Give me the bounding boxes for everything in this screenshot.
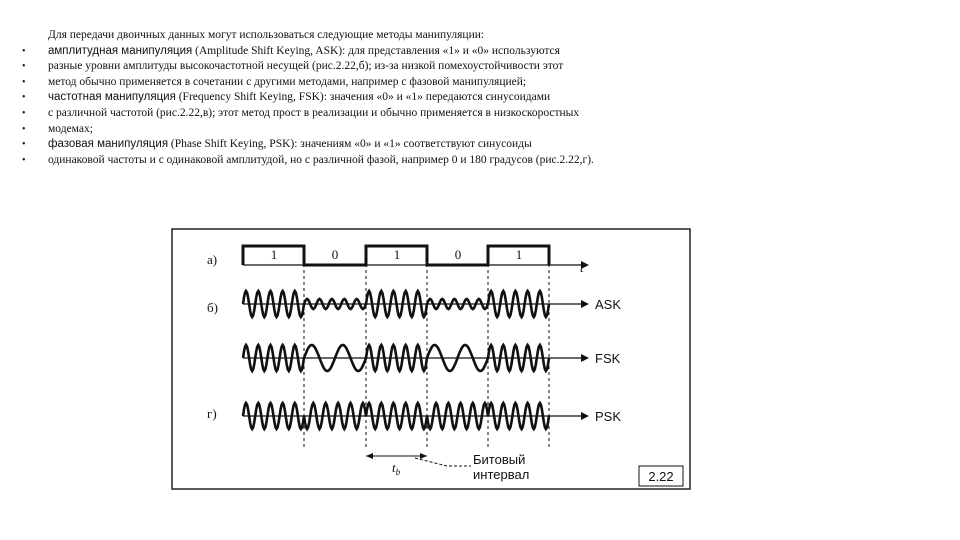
line-text: (Phase Shift Keying, PSK): значениям «0» и «1» соответствуют синусоиды	[168, 138, 532, 151]
figure-2-22	[171, 228, 691, 490]
intro-paragraph: Для передачи двоичных данных могут использоваться следующие методы манипуляции:	[48, 29, 485, 41]
bullet-dot: •	[22, 92, 26, 104]
bullet-list	[22, 44, 762, 169]
bit-label-4: 0	[454, 247, 462, 262]
bullet-dot: •	[22, 123, 26, 135]
bit-interval-label-1: Битовый	[473, 452, 526, 467]
method-name: частотная манипуляция	[48, 91, 176, 104]
bullet-line	[22, 153, 762, 169]
line-text: модемах;	[48, 122, 93, 135]
bit-label-2: 0	[331, 247, 339, 262]
time-label: t	[580, 260, 584, 275]
bit-label-3: 1	[393, 247, 401, 262]
bullet-dot: •	[22, 139, 26, 151]
line-text: с различной частотой (рис.2.22,в); этот метод прост в реализации и обычно применяется в низкоскоростных	[48, 106, 580, 119]
row-label-a: а)	[207, 252, 218, 267]
tb-label: $t_b$	[392, 460, 401, 477]
bullet-dot: •	[22, 61, 26, 73]
bullet-line	[22, 75, 762, 91]
modulation-diagram	[171, 228, 691, 490]
method-name: амплитудная манипуляция	[48, 44, 193, 57]
line-text: разные уровни амплитуды высокочастотной несущей (рис.2.22,б); из-за низкой помехоустойчивости этот	[48, 60, 564, 73]
bullet-line	[22, 59, 762, 75]
psk-label: PSK	[595, 409, 622, 424]
row-label-g: г)	[207, 406, 217, 421]
line-text: метод обычно применяется в сочетании с другими методами, например с фазовой манипуляцией;	[48, 75, 527, 88]
bullet-line	[22, 122, 762, 138]
bullet-dot: •	[22, 76, 26, 88]
method-name: фазовая манипуляция	[48, 138, 169, 151]
bullet-line	[22, 90, 762, 106]
bullet-line	[22, 137, 762, 153]
bit-label-5: 1	[515, 247, 523, 262]
figure-number: 2.22	[648, 469, 674, 484]
fsk-label: FSK	[595, 351, 621, 366]
row-label-b: б)	[207, 300, 218, 315]
line-text: (Frequency Shift Keying, FSK): значения «0» и «1» передаются синусоидами	[175, 91, 551, 104]
bullet-dot: •	[22, 107, 26, 119]
bullet-line	[22, 106, 762, 122]
bit-label-1: 1	[270, 247, 278, 262]
bullet-dot: •	[22, 154, 26, 166]
bullet-line	[22, 44, 762, 60]
bullet-dot: •	[22, 45, 26, 57]
text-block	[22, 28, 762, 168]
ask-label: ASK	[595, 297, 622, 312]
line-text: одинаковой частоты и с одинаковой амплитудой, но с различной фазой, например 0 и 180 градусов (рис.2.22,г).	[48, 153, 594, 166]
line-text: (Amplitude Shift Keying, ASK): для представления «1» и «0» используются	[192, 44, 560, 57]
bit-interval-label-2: интервал	[473, 467, 530, 482]
